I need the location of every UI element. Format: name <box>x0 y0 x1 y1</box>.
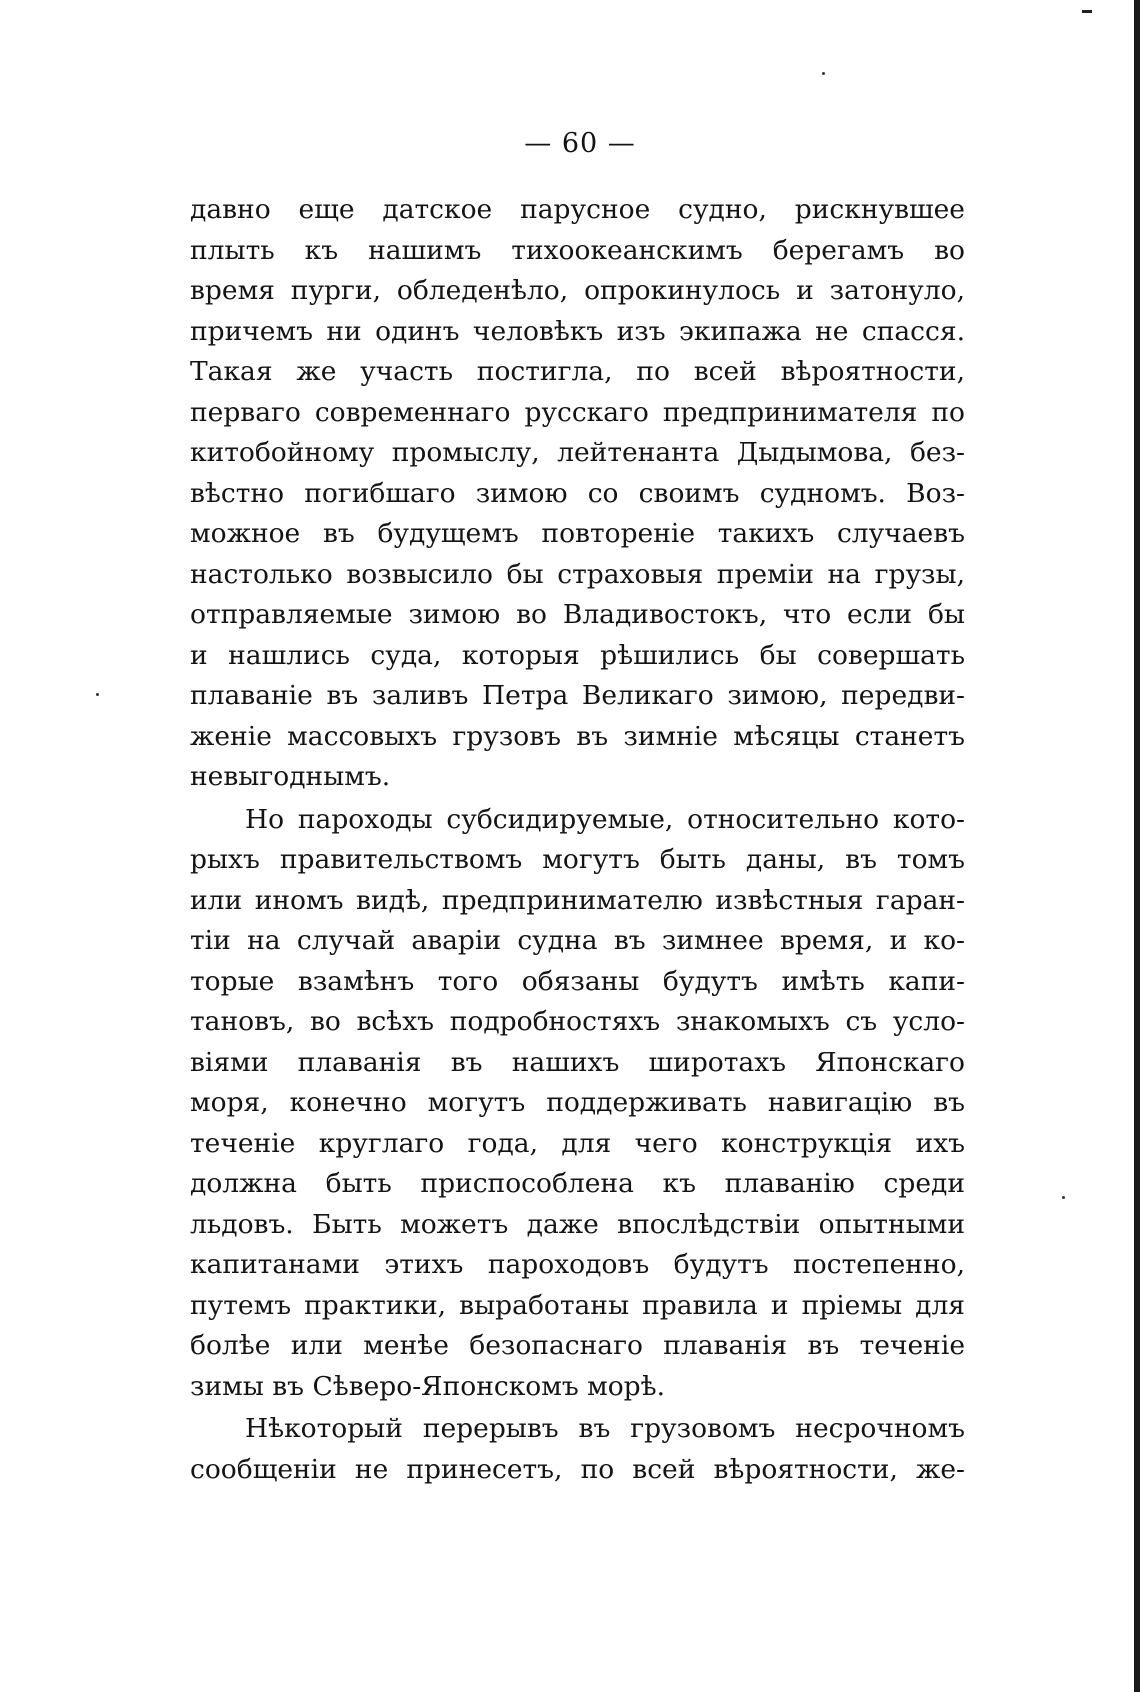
scan-speck <box>1062 1196 1065 1199</box>
text-line: сообщеніи не принесетъ, по всей вѣроятности, же- <box>190 1453 965 1485</box>
text-line: Такая же участь постигла, по всей вѣроятности, <box>190 356 965 387</box>
text-line: настолько возвысило бы страховыя преміи на грузы, <box>190 558 965 590</box>
scan-speck <box>822 72 825 75</box>
text-line: время пурги, обледенѣло, опрокинулось и затонуло, <box>190 275 965 306</box>
scan-edge-shadow <box>1134 0 1140 1692</box>
text-line: Нѣкоторый перерывъ въ грузовомъ несрочномъ <box>245 1413 965 1444</box>
scan-speck <box>96 693 99 696</box>
text-line: болѣе или менѣе безопаснаго плаванія въ теченіе <box>190 1330 965 1361</box>
text-line: давно еще датское парусное судно, рискнувшее <box>190 194 965 225</box>
text-line: перваго современнаго русскаго предпринимателя по <box>190 396 965 428</box>
text-line: тановъ, во всѣхъ подробностяхъ знакомыхъ съ усло- <box>190 1006 965 1037</box>
text-line: и нашлись суда, которыя рѣшились бы совершать <box>190 639 965 671</box>
text-line: китобойному промыслу, лейтенанта Дыдымова, без- <box>190 437 965 468</box>
body-text <box>190 190 965 1490</box>
text-line: плаваніе въ заливъ Петра Великаго зимою, передви- <box>190 680 965 711</box>
text-line: моря, конечно могутъ поддерживать навигацію въ <box>190 1087 965 1118</box>
text-line: женіе массовыхъ грузовъ въ зимніе мѣсяцы станетъ <box>190 720 965 752</box>
text-line: зимы въ Сѣверо-Японскомъ морѣ. <box>190 1370 666 1402</box>
paragraph-1 <box>190 190 965 798</box>
text-line: тіи на случай аваріи судна въ зимнее время, и ко- <box>190 925 965 956</box>
text-line: причемъ ни одинъ человѣкъ изъ экипажа не спасся. <box>190 315 965 347</box>
text-line: должна быть приспособлена къ плаванію среди <box>190 1168 965 1199</box>
paragraph-2 <box>190 800 965 1408</box>
text-line: льдовъ. Быть можетъ даже впослѣдствіи опытными <box>190 1208 965 1240</box>
text-line: невыгоднымъ. <box>190 761 391 792</box>
text-line: капитанами этихъ пароходовъ будутъ постепенно, <box>190 1249 965 1280</box>
text-line: віями плаванія въ нашихъ широтахъ Японскаго <box>190 1046 965 1078</box>
text-line: торые взамѣнъ того обязаны будутъ имѣть капи- <box>190 965 965 997</box>
text-line: или иномъ видѣ, предпринимателю извѣстныя гаран- <box>190 884 965 916</box>
text-line: путемъ практики, выработаны правила и пріемы для <box>190 1289 965 1321</box>
text-line: отправляемые зимою во Владивостокъ, что если бы <box>190 599 965 630</box>
text-line: плыть къ нашимъ тихоокеанскимъ берегамъ во <box>190 234 965 266</box>
paragraph-3 <box>190 1409 965 1490</box>
text-line: теченіе круглаго года, для чего конструкція ихъ <box>190 1127 965 1159</box>
text-line: Но пароходы субсидируемые, относительно кото- <box>245 803 965 835</box>
text-line: вѣстно погибшаго зимою со своимъ судномъ. Воз- <box>190 477 965 509</box>
page-number: — 60 — <box>524 128 636 159</box>
scan-mark <box>1082 10 1092 13</box>
text-line: рыхъ правительствомъ могутъ быть даны, въ томъ <box>190 844 965 875</box>
text-line: можное въ будущемъ повтореніе такихъ случаевъ <box>190 518 965 549</box>
